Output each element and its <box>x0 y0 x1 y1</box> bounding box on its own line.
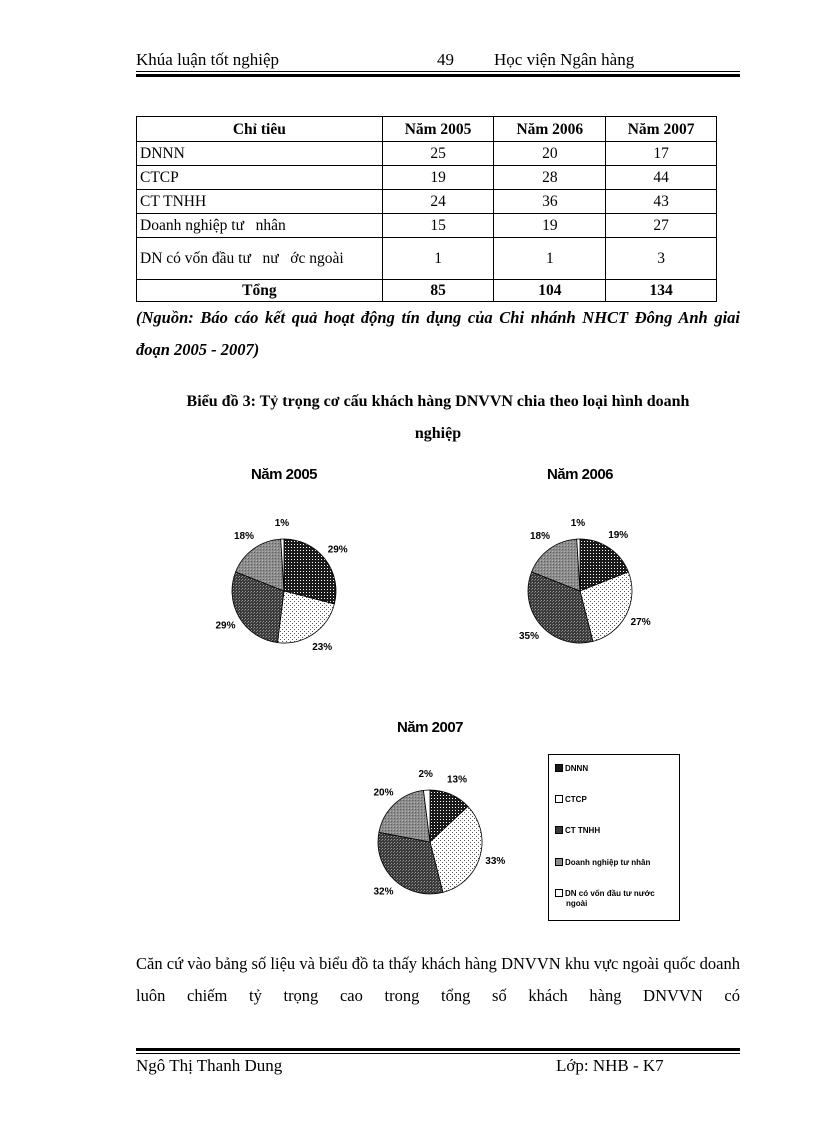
row-label: DN có vốn đầu tư nư ớc ngoài <box>137 238 383 280</box>
pie-value-label: 20% <box>373 787 394 799</box>
table-cell: 15 <box>382 214 494 238</box>
table-row <box>137 142 717 166</box>
page-number: 49 <box>437 50 454 69</box>
legend-label: DNNN <box>565 764 589 773</box>
footer-right: Lớp: NHB - K7 <box>556 1056 664 1075</box>
table-header-cell: Năm 2007 <box>606 117 717 142</box>
table-row <box>137 166 717 190</box>
table-cell: 19 <box>494 214 606 238</box>
table-cell: 104 <box>494 280 606 302</box>
pie-value-label: 18% <box>233 531 255 542</box>
table-cell: 25 <box>382 142 494 166</box>
footer-rule-thin <box>136 1053 740 1054</box>
row-label: CT TNHH <box>137 190 383 214</box>
pie-title-2006: Năm 2006 <box>546 466 614 483</box>
pie-value-label: 32% <box>373 886 394 898</box>
body-paragraph: Căn cứ vào bảng số liệu và biểu đồ ta thấy khách hàng DNVVN khu vực ngoài quốc doanh luôn chiếm tỷ trọng cao trong tổng số khách hàng DNVVN có <box>136 954 740 1005</box>
table-cell: 27 <box>606 214 717 238</box>
pie-value-label: 18% <box>529 531 551 542</box>
legend-item <box>555 858 675 868</box>
table-header-cell: Năm 2006 <box>494 117 606 142</box>
pie-value-label: 1% <box>570 518 586 529</box>
footer-rule-thick <box>136 1048 740 1051</box>
pie-value-label: 23% <box>312 642 333 654</box>
pie-chart-2007 <box>373 769 506 898</box>
pie-value-label: 27% <box>630 616 651 628</box>
pie-value-label: 19% <box>608 529 629 541</box>
table-total-row <box>137 280 717 302</box>
table-header-cell: Năm 2005 <box>382 117 494 142</box>
table-cell: 134 <box>606 280 717 302</box>
row-label: DNNN <box>137 142 383 166</box>
pie-chart-2006 <box>518 518 651 642</box>
pie-title-2005: Năm 2005 <box>250 466 318 483</box>
pie-value-label: 13% <box>446 774 468 786</box>
pie-value-label: 29% <box>215 620 236 632</box>
header-rule-thick <box>136 74 740 77</box>
table-cell: 19 <box>382 166 494 190</box>
pie-value-label: 33% <box>485 856 506 867</box>
table-cell: 17 <box>606 142 717 166</box>
chart-title <box>136 386 740 450</box>
header-rule-thin <box>136 71 740 72</box>
chart-title-line-2: nghiệp <box>414 425 462 442</box>
table-cell: 28 <box>494 166 606 190</box>
table-cell: 20 <box>494 142 606 166</box>
table-cell: 24 <box>382 190 494 214</box>
table-header-row <box>137 117 717 142</box>
legend-swatch <box>555 826 563 834</box>
legend-swatch <box>555 795 563 803</box>
table-header-cell: Chỉ tiêu <box>137 117 383 142</box>
table-cell: 1 <box>382 238 494 280</box>
legend-item <box>555 826 675 836</box>
legend-swatch <box>555 764 563 772</box>
table-cell: 1 <box>494 238 606 280</box>
legend-label: Doanh nghiệp tư nhân <box>565 858 651 867</box>
pie-chart-2005 <box>215 518 348 654</box>
table-row <box>137 214 717 238</box>
chart-legend <box>548 754 680 921</box>
legend-label: CTCP <box>565 795 587 804</box>
table-cell: 36 <box>494 190 606 214</box>
source-note: (Nguồn: Báo cáo kết quả hoạt động tín dụng của Chi nhánh NHCT Đông Anh giai đoạn 2005 - 2007) <box>136 308 740 359</box>
total-label: Tổng <box>137 280 383 302</box>
legend-label: DN có vốn đầu tư nước ngoài <box>565 889 655 908</box>
customer-table <box>136 116 717 302</box>
table-cell: 44 <box>606 166 717 190</box>
row-label: Doanh nghiệp tư nhân <box>137 214 383 238</box>
table-cell: 43 <box>606 190 717 214</box>
pie-title-2007: Năm 2007 <box>396 719 464 736</box>
pie-value-label: 1% <box>274 518 290 529</box>
header-right: Học viện Ngân hàng <box>494 50 635 69</box>
pie-value-label: 2% <box>418 769 433 781</box>
pie-value-label: 29% <box>327 544 348 556</box>
legend-swatch <box>555 858 563 866</box>
legend-item <box>555 889 675 909</box>
table-row <box>137 238 717 280</box>
table-row <box>137 190 717 214</box>
chart-title-line-1: Biểu đồ 3: Tỷ trọng cơ cấu khách hàng DNVVN chia theo loại hình doanh <box>186 393 690 410</box>
footer-left: Ngô Thị Thanh Dung <box>136 1056 283 1075</box>
table-cell: 3 <box>606 238 717 280</box>
legend-swatch <box>555 889 563 897</box>
pie-value-label: 35% <box>518 631 540 642</box>
legend-item <box>555 764 675 774</box>
row-label: CTCP <box>137 166 383 190</box>
table-cell: 85 <box>382 280 494 302</box>
legend-label: CT TNHH <box>565 826 601 835</box>
header-left: Khúa luận tốt nghiệp <box>136 50 280 69</box>
legend-item <box>555 795 675 805</box>
